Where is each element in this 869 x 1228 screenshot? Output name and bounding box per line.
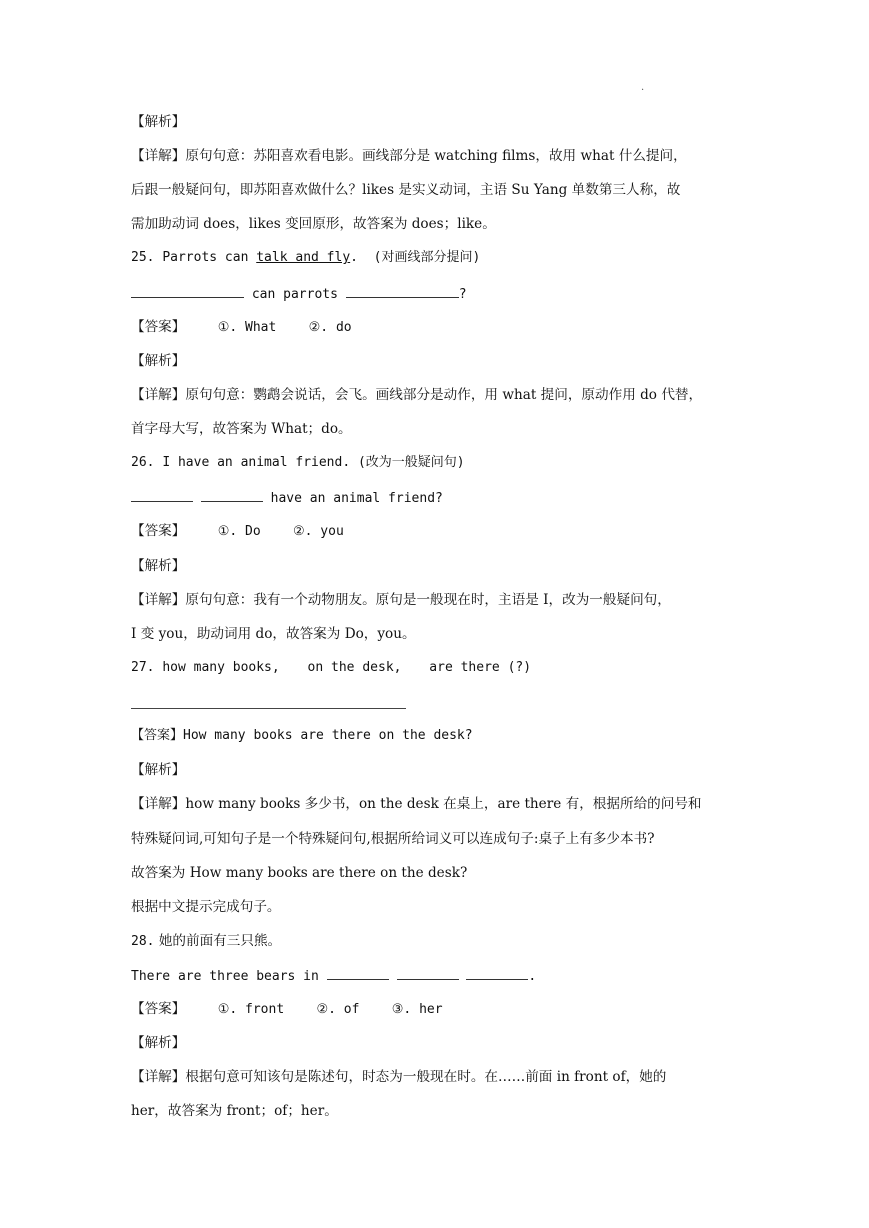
analysis-label: 【解析】 <box>131 762 186 778</box>
fill-text: There are three bears in <box>131 969 319 984</box>
question-28 <box>131 931 751 952</box>
fill-line-26 <box>131 487 751 509</box>
analysis-label: 【解析】 <box>131 558 186 574</box>
answer-label: 【答案】 <box>131 319 186 335</box>
question-25 <box>131 248 751 268</box>
fill-line-28 <box>131 965 751 987</box>
underlined-phrase: talk and fly <box>256 250 351 265</box>
question-instruction: (对画线部分提问) <box>373 250 481 265</box>
answer-item: ①. Do <box>217 524 261 539</box>
fill-line-25 <box>131 283 751 305</box>
header-dot: . <box>641 82 645 93</box>
answer-blank[interactable] <box>397 965 459 980</box>
answer-label: 【答案】 <box>131 523 186 539</box>
question-text: I have an animal friend. (改为一般疑问句) <box>162 455 465 470</box>
answer-item: ①. front <box>217 1002 285 1017</box>
answer-blank[interactable] <box>466 965 528 980</box>
section-heading: 根据中文提示完成句子。 <box>131 899 281 915</box>
detail-text: 需加助动词 does，likes 变回原形，故答案为 does；like。 <box>131 216 496 232</box>
answer-blank[interactable] <box>201 487 263 502</box>
question-number: 26. <box>131 455 155 470</box>
question-part: are there (?) <box>429 660 532 675</box>
detail-text: 【详解】原句句意：苏阳喜欢看电影。画线部分是 watching films，故用 what 什么提问， <box>131 148 687 164</box>
answer-blank[interactable] <box>131 283 244 298</box>
answer-item: ③. her <box>391 1002 443 1017</box>
question-number: 25. <box>131 250 155 265</box>
answer-item: ②. of <box>316 1002 360 1017</box>
fill-end: . <box>528 969 537 984</box>
fill-text: have an animal friend? <box>270 491 443 506</box>
detail-text: 特殊疑问词,可知句子是一个特殊疑问句,根据所给词义可以连成句子:桌子上有多少本书? <box>131 831 655 847</box>
answer-blank[interactable] <box>346 283 459 298</box>
answer-item: ②. you <box>293 524 344 539</box>
question-27 <box>131 658 751 678</box>
answer-25 <box>131 317 751 338</box>
detail-text: her，故答案为 front；of；her。 <box>131 1103 338 1119</box>
fill-end: ? <box>458 287 467 302</box>
question-part: how many books, <box>162 660 280 675</box>
analysis-label: 【解析】 <box>131 1035 186 1051</box>
answer-item: ②. do <box>308 320 352 335</box>
detail-text: 后跟一般疑问句，即苏阳喜欢做什么？likes 是实义动词，主语 Su Yang 单数第三人称，故 <box>131 182 681 198</box>
detail-text: 【详解】原句句意：鹦鹉会说话，会飞。画线部分是动作，用 what 提问，原动作用 do 代替， <box>131 387 703 403</box>
detail-text: I 变 you，助动词用 do，故答案为 Do，you。 <box>131 626 416 642</box>
answer-label: 【答案】 <box>131 1001 186 1017</box>
question-text: 她的前面有三只熊。 <box>158 933 282 949</box>
question-part: on the desk, <box>307 660 402 675</box>
answer-26 <box>131 521 751 542</box>
question-text: Parrots can <box>162 250 249 265</box>
answer-28 <box>131 999 751 1020</box>
detail-text: 故答案为 How many books are there on the desk? <box>131 865 468 881</box>
analysis-label: 【解析】 <box>131 353 186 369</box>
answer-blank[interactable] <box>327 965 389 980</box>
analysis-label: 【解析】 <box>131 114 186 130</box>
answer-27: 【答案】How many books are there on the desk? <box>131 728 473 743</box>
detail-text: 首字母大写，故答案为 What；do。 <box>131 421 352 437</box>
question-number: 27. <box>131 660 155 675</box>
fill-text: can parrots <box>251 287 338 302</box>
answer-item: ①. What <box>217 320 277 335</box>
detail-text: 【详解】how many books 多少书，on the desk 在桌上，are there 有，根据所给的问号和 <box>131 796 702 812</box>
answer-blank[interactable] <box>131 487 193 502</box>
question-26 <box>131 453 751 473</box>
detail-text: 【详解】根据句意可知该句是陈述句，时态为一般现在时。在……前面 in front of，她的 <box>131 1069 667 1085</box>
answer-line[interactable] <box>131 708 406 709</box>
question-number: 28. <box>131 934 155 949</box>
question-punct: . <box>350 250 358 265</box>
detail-text: 【详解】原句句意：我有一个动物朋友。原句是一般现在时，主语是 I，改为一般疑问句， <box>131 592 671 608</box>
